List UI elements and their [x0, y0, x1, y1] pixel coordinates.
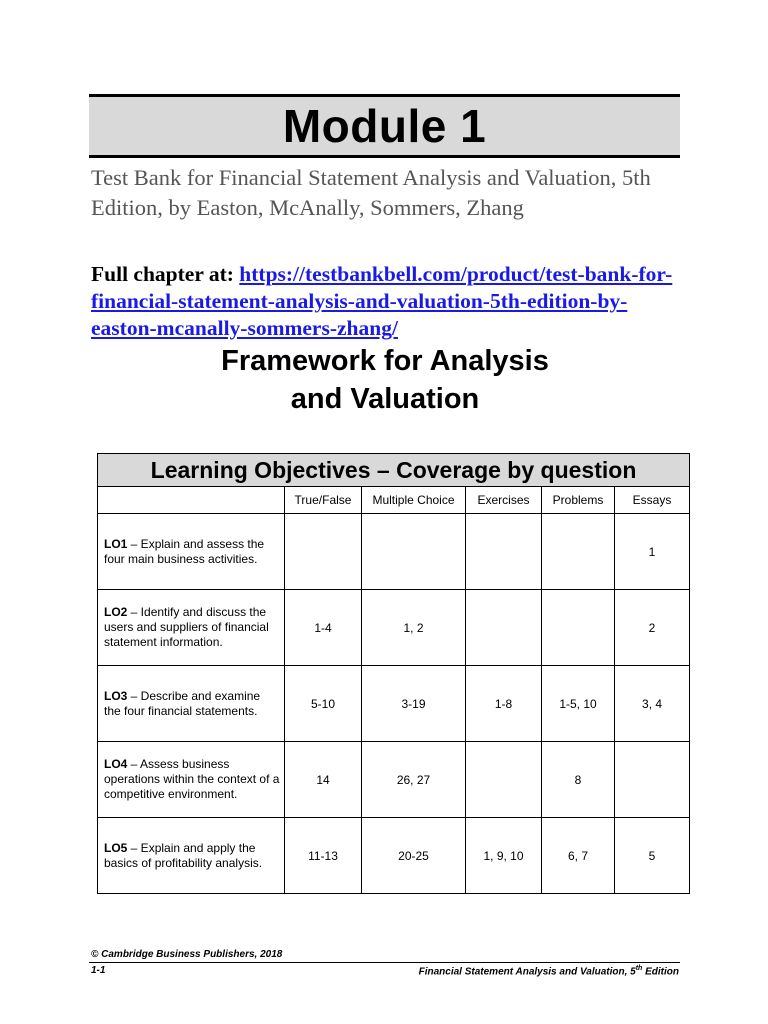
objective-code: LO1: [104, 536, 128, 551]
objective-cell: [98, 514, 285, 590]
header-objective: [98, 487, 285, 514]
module-title: Module 1: [282, 100, 487, 152]
multiple-choice-cell: 20-25: [362, 818, 466, 894]
essays-cell: 5: [615, 818, 690, 894]
problems-cell: 8: [542, 742, 615, 818]
objective-text: – Assess business operations within the context of a competitive environment.: [104, 757, 280, 801]
chapter-title-line-1: Framework for Analysis: [221, 345, 549, 377]
full-chapter-line: [91, 261, 691, 342]
test-bank-subtitle: Test Bank for Financial Statement Analysis and Valuation, 5th Edition, by Easton, McAnally, Sommers, Zhang: [91, 165, 651, 220]
objective-cell: [98, 742, 285, 818]
module-header-box: [89, 94, 680, 158]
objective-cell: [98, 818, 285, 894]
problems-cell: 1-5, 10: [542, 666, 615, 742]
multiple-choice-cell: 1, 2: [362, 590, 466, 666]
footer-edition-word: Edition: [642, 966, 679, 978]
table-header-row: [98, 487, 690, 514]
true-false-cell: 11-13: [285, 818, 362, 894]
multiple-choice-cell: 3-19: [362, 666, 466, 742]
footer-edition-sup: th: [635, 965, 643, 972]
problems-cell: 6, 7: [542, 818, 615, 894]
header-true-false: True/False: [285, 487, 362, 514]
true-false-cell: [285, 514, 362, 590]
table-row: [98, 818, 690, 894]
objective-text: – Describe and examine the four financial statements.: [104, 688, 261, 718]
table-row: [98, 742, 690, 818]
essays-cell: 2: [615, 590, 690, 666]
multiple-choice-cell: 26, 27: [362, 742, 466, 818]
multiple-choice-cell: [362, 514, 466, 590]
header-problems: Problems: [542, 487, 615, 514]
essays-cell: 3, 4: [615, 666, 690, 742]
exercises-cell: 1-8: [466, 666, 542, 742]
header-exercises: Exercises: [466, 487, 542, 514]
footer-book-name: Financial Statement Analysis and Valuation, 5: [418, 966, 636, 978]
footer-copyright: © Cambridge Business Publishers, 2018: [91, 949, 283, 960]
footer-page-number: 1-1: [91, 965, 106, 976]
objective-cell: [98, 666, 285, 742]
table-caption: Learning Objectives – Coverage by question: [98, 454, 690, 487]
chapter-title-line-2: and Valuation: [290, 383, 480, 415]
exercises-cell: [466, 742, 542, 818]
footer-divider: [89, 962, 680, 963]
table-row: [98, 666, 690, 742]
true-false-cell: 5-10: [285, 666, 362, 742]
exercises-cell: 1, 9, 10: [466, 818, 542, 894]
objective-text: – Explain and assess the four main business activities.: [104, 536, 265, 566]
header-multiple-choice: Multiple Choice: [362, 487, 466, 514]
objective-code: LO2: [104, 605, 128, 619]
objective-code: LO3: [104, 688, 128, 703]
objective-text: – Explain and apply the basics of profitability analysis.: [104, 840, 263, 870]
table-row: [98, 514, 690, 590]
problems-cell: [542, 590, 615, 666]
objective-code: LO4: [104, 757, 128, 771]
full-chapter-label: Full chapter at:: [91, 262, 234, 286]
exercises-cell: [466, 514, 542, 590]
true-false-cell: 14: [285, 742, 362, 818]
full-chapter-link[interactable]: https://testbankbell.com/product/test-bank-for-financial-statement-analysis-and-valuation-5th-edition-by-easton-mcanally-sommers-zhang/: [91, 262, 673, 340]
essays-cell: 1: [615, 514, 690, 590]
footer-book-title: [419, 965, 679, 977]
learning-objectives-table: [97, 453, 690, 894]
essays-cell: [615, 742, 690, 818]
exercises-cell: [466, 590, 542, 666]
table-row: [98, 590, 690, 666]
problems-cell: [542, 514, 615, 590]
true-false-cell: 1-4: [285, 590, 362, 666]
objective-cell: [98, 590, 285, 666]
chapter-title: [91, 342, 679, 418]
objective-code: LO5: [104, 840, 128, 855]
objective-text: – Identify and discuss the users and suppliers of financial statement information.: [104, 605, 269, 649]
header-essays: Essays: [615, 487, 690, 514]
